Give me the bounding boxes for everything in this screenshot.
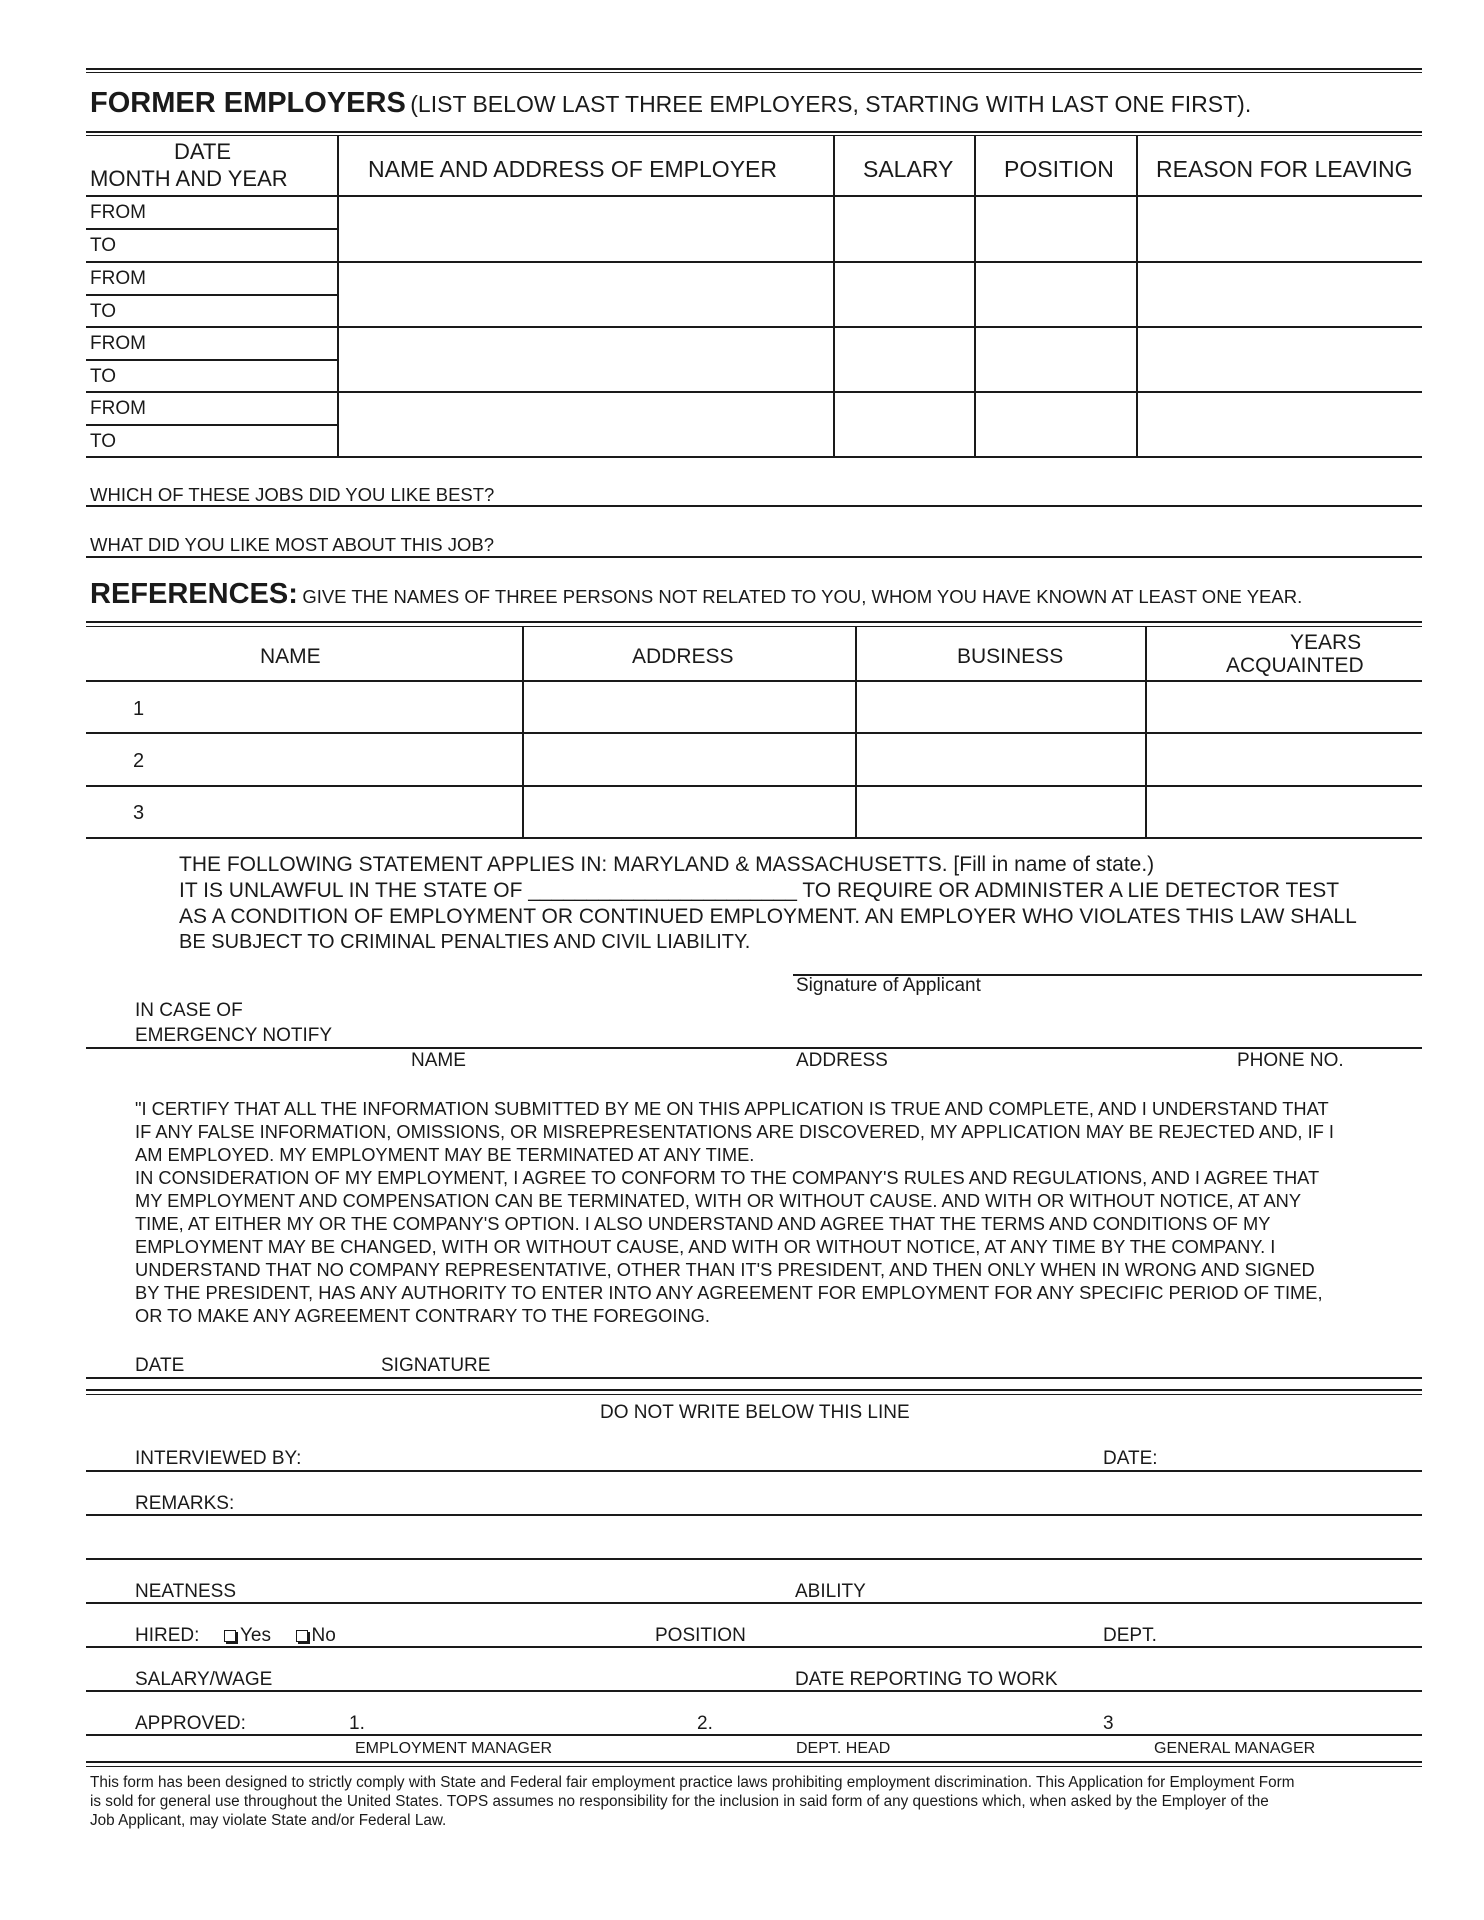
row4-reason-input[interactable] bbox=[1139, 394, 1421, 455]
ref-row-line bbox=[86, 837, 1422, 839]
date-reporting-input[interactable] bbox=[1085, 1663, 1421, 1689]
header-month-year: MONTH AND YEAR bbox=[90, 166, 288, 191]
certification-line: IF ANY FALSE INFORMATION, OMISSIONS, OR MISREPRESENTATIONS ARE DISCOVERED, MY APPLICATION MAY BE REJECTED AND, IF I bbox=[135, 1121, 1334, 1142]
approver3-number: 3 bbox=[1103, 1713, 1114, 1734]
liked-most-label: WHAT DID YOU LIKE MOST ABOUT THIS JOB? bbox=[90, 534, 495, 555]
liked-most-line bbox=[86, 556, 1422, 558]
footer-top-rule-thin bbox=[86, 1766, 1422, 1767]
approver2-number: 2. bbox=[697, 1713, 713, 1734]
col-divider bbox=[337, 135, 339, 458]
ref-header-name: NAME bbox=[260, 645, 321, 668]
ref2-address-input[interactable] bbox=[525, 735, 854, 784]
emergency-phone-label: PHONE NO. bbox=[1237, 1050, 1344, 1071]
remarks-input-line2[interactable] bbox=[86, 1530, 1421, 1558]
ref-row-line bbox=[86, 732, 1422, 734]
row3-salary-input[interactable] bbox=[836, 329, 973, 390]
hired-line bbox=[86, 1646, 1422, 1648]
cert-signature-input[interactable] bbox=[505, 1350, 1421, 1376]
liked-most-input[interactable] bbox=[545, 528, 1421, 554]
lie-detector-line2: IT IS UNLAWFUL IN THE STATE OF _______________________ TO REQUIRE OR ADMINISTER A LIE DETECTOR TEST bbox=[179, 879, 1340, 902]
applicant-signature-input[interactable] bbox=[793, 948, 1421, 974]
approved-line bbox=[86, 1734, 1422, 1736]
row-line bbox=[86, 326, 1422, 328]
row1-to-label: TO bbox=[90, 235, 117, 256]
lie-detector-line4: BE SUBJECT TO CRIMINAL PENALTIES AND CIVIL LIABILITY. bbox=[179, 931, 751, 953]
row3-from-label: FROM bbox=[90, 333, 146, 354]
ref1-address-input[interactable] bbox=[525, 683, 854, 731]
state-name-input[interactable] bbox=[545, 878, 841, 902]
header-name-address: NAME AND ADDRESS OF EMPLOYER bbox=[368, 156, 777, 182]
row2-salary-input[interactable] bbox=[836, 264, 973, 325]
do-not-write-label: DO NOT WRITE BELOW THIS LINE bbox=[600, 1402, 910, 1423]
emergency-address-label: ADDRESS bbox=[796, 1050, 888, 1071]
cert-date-label: DATE bbox=[135, 1355, 185, 1376]
row4-from-label: FROM bbox=[90, 398, 146, 419]
row-line bbox=[86, 195, 1422, 197]
table-top-rule bbox=[86, 131, 1422, 133]
former-employers-title: FORMER EMPLOYERS bbox=[90, 87, 406, 119]
ability-label: ABILITY bbox=[795, 1581, 866, 1602]
hired-position-input[interactable] bbox=[760, 1619, 1095, 1645]
hired-position-label: POSITION bbox=[655, 1625, 746, 1646]
liked-best-label: WHICH OF THESE JOBS DID YOU LIKE BEST? bbox=[90, 484, 495, 505]
top-rule-thin bbox=[86, 72, 1422, 73]
certification-line: AM EMPLOYED. MY EMPLOYMENT MAY BE TERMINATED AT ANY TIME. bbox=[135, 1144, 755, 1165]
col-divider bbox=[833, 135, 835, 458]
row2-to-label: TO bbox=[90, 301, 117, 322]
footer-top-rule bbox=[86, 1761, 1422, 1763]
former-employers-heading bbox=[90, 89, 1251, 118]
row1-position-input[interactable] bbox=[977, 198, 1135, 260]
certification-line: BY THE PRESIDENT, HAS ANY AUTHORITY TO ENTER INTO ANY AGREEMENT FOR EMPLOYMENT FOR ANY SPECIFIC PERIOD OF TIME, bbox=[135, 1282, 1323, 1303]
references-title: REFERENCES: bbox=[90, 578, 298, 610]
table-top-rule-thin bbox=[86, 135, 1422, 136]
row3-to-input[interactable] bbox=[130, 362, 335, 390]
approver3-input[interactable] bbox=[1120, 1707, 1421, 1733]
remarks-line bbox=[86, 1514, 1422, 1516]
salary-line bbox=[86, 1690, 1422, 1692]
header-position: POSITION bbox=[1004, 156, 1114, 182]
hired-yes-checkbox[interactable] bbox=[224, 1630, 236, 1642]
ref-header-business: BUSINESS bbox=[957, 645, 1064, 668]
emergency-label-line2: EMERGENCY NOTIFY bbox=[135, 1025, 333, 1046]
lie-detector-line1: THE FOLLOWING STATEMENT APPLIES IN: MARYLAND & MASSACHUSETTS. [Fill in name of state.) bbox=[179, 853, 1155, 876]
col-divider bbox=[1136, 135, 1138, 458]
remarks-input[interactable] bbox=[250, 1487, 1421, 1513]
row4-from-input[interactable] bbox=[150, 394, 335, 422]
ref-header-years: YEARS bbox=[1290, 631, 1362, 654]
emergency-label-line1: IN CASE OF bbox=[135, 1000, 243, 1021]
row-line bbox=[86, 228, 338, 230]
interviewed-by-label: INTERVIEWED BY: bbox=[135, 1448, 302, 1469]
row1-from-label: FROM bbox=[90, 202, 146, 223]
footer-line: is sold for general use throughout the United States. TOPS assumes no responsibility for the inclusion in said form of any questions which, when asked by the Employer of the bbox=[90, 1793, 1269, 1810]
certification-line: OR TO MAKE ANY AGREEMENT CONTRARY TO THE FOREGOING. bbox=[135, 1305, 710, 1326]
row4-to-input[interactable] bbox=[130, 427, 335, 455]
references-top-rule bbox=[86, 621, 1422, 623]
row-line bbox=[86, 294, 338, 296]
certification-line: MY EMPLOYMENT AND COMPENSATION CAN BE TERMINATED, WITH OR WITHOUT CAUSE. AND WITH OR WITHOUT NOTICE, AT ANY bbox=[135, 1190, 1302, 1211]
hired-no-checkbox[interactable] bbox=[296, 1630, 308, 1642]
row1-name-address-input[interactable] bbox=[340, 198, 832, 260]
header-salary: SALARY bbox=[863, 156, 954, 182]
row-line bbox=[86, 359, 338, 361]
row4-to-label: TO bbox=[90, 431, 117, 452]
emergency-name-label: NAME bbox=[411, 1050, 466, 1071]
ability-input[interactable] bbox=[880, 1575, 1421, 1601]
row1-to-input[interactable] bbox=[130, 231, 335, 259]
certification-line: UNDERSTAND THAT NO COMPANY REPRESENTATIVE, OTHER THAN IT'S PRESIDENT, AND THEN ONLY WHEN IN WRONG AND SIGNED bbox=[135, 1259, 1315, 1280]
hired-label: HIRED: bbox=[135, 1625, 200, 1646]
ref-row-number: 3 bbox=[133, 802, 145, 824]
interviewed-by-input[interactable] bbox=[325, 1443, 1095, 1469]
emergency-address-input[interactable] bbox=[795, 1020, 1195, 1046]
row4-position-input[interactable] bbox=[977, 394, 1135, 455]
row2-to-input[interactable] bbox=[130, 297, 335, 325]
row4-salary-input[interactable] bbox=[836, 394, 973, 455]
col-divider bbox=[974, 135, 976, 458]
row-line bbox=[86, 456, 1422, 458]
row2-name-address-input[interactable] bbox=[340, 264, 832, 325]
dept-label: DEPT. bbox=[1103, 1625, 1157, 1646]
row4-name-address-input[interactable] bbox=[340, 394, 832, 455]
ref1-name-input[interactable] bbox=[160, 683, 520, 731]
ref1-years-input[interactable] bbox=[1148, 683, 1421, 731]
row-line bbox=[86, 424, 338, 426]
approver2-input[interactable] bbox=[715, 1707, 1090, 1733]
ref2-name-input[interactable] bbox=[160, 735, 520, 784]
ref3-address-input[interactable] bbox=[525, 788, 854, 836]
date-reporting-label: DATE REPORTING TO WORK bbox=[795, 1669, 1058, 1690]
approver1-title: EMPLOYMENT MANAGER bbox=[355, 1740, 553, 1757]
salary-wage-label: SALARY/WAGE bbox=[135, 1669, 273, 1690]
cert-date-input[interactable] bbox=[195, 1350, 375, 1376]
row3-from-input[interactable] bbox=[150, 329, 335, 357]
salary-wage-input[interactable] bbox=[290, 1663, 790, 1689]
certification-line: TIME, AT EITHER MY OR THE COMPANY'S OPTION. I ALSO UNDERSTAND AND AGREE THAT THE TERMS AND CONDITIONS OF MY bbox=[135, 1213, 1271, 1234]
remarks-line-2 bbox=[86, 1558, 1422, 1560]
row3-name-address-input[interactable] bbox=[340, 329, 832, 390]
emergency-line bbox=[86, 1047, 1422, 1049]
ref-row-number: 1 bbox=[133, 698, 145, 720]
certification-line: "I CERTIFY THAT ALL THE INFORMATION SUBMITTED BY ME ON THIS APPLICATION IS TRUE AND COMPLETE, AND I UNDERSTAND THAT bbox=[135, 1098, 1329, 1119]
ref-row-line bbox=[86, 680, 1422, 682]
ref2-years-input[interactable] bbox=[1148, 735, 1421, 784]
ref3-business-input[interactable] bbox=[858, 788, 1144, 836]
ref-header-address: ADDRESS bbox=[632, 645, 734, 668]
ref3-years-input[interactable] bbox=[1148, 788, 1421, 836]
office-top-rule-thin bbox=[86, 1394, 1422, 1395]
hired-row bbox=[135, 1626, 336, 1645]
neatness-input[interactable] bbox=[250, 1575, 790, 1601]
interviewed-line bbox=[86, 1470, 1422, 1472]
signature-applicant-label: Signature of Applicant bbox=[796, 975, 981, 996]
header-reason: REASON FOR LEAVING bbox=[1156, 156, 1413, 182]
row3-to-label: TO bbox=[90, 366, 117, 387]
office-top-rule bbox=[86, 1389, 1422, 1391]
header-date: DATE bbox=[174, 139, 232, 164]
emergency-phone-input[interactable] bbox=[1200, 1020, 1421, 1046]
liked-best-input[interactable] bbox=[545, 478, 1421, 504]
approver1-input[interactable] bbox=[365, 1707, 690, 1733]
cert-signature-line bbox=[86, 1377, 1422, 1379]
emergency-name-input[interactable] bbox=[360, 1020, 790, 1046]
neatness-label: NEATNESS bbox=[135, 1581, 237, 1602]
row2-from-label: FROM bbox=[90, 268, 146, 289]
row-line bbox=[86, 391, 1422, 393]
references-subtitle: GIVE THE NAMES OF THREE PERSONS NOT RELATED TO YOU, WHOM YOU HAVE KNOWN AT LEAST ONE YEAR. bbox=[302, 586, 1303, 607]
top-rule bbox=[86, 68, 1422, 70]
approved-label: APPROVED: bbox=[135, 1713, 246, 1734]
row-line bbox=[86, 261, 1422, 263]
row1-reason-input[interactable] bbox=[1139, 198, 1421, 260]
approver3-title: GENERAL MANAGER bbox=[1154, 1740, 1316, 1757]
ref-row-number: 2 bbox=[133, 750, 145, 772]
cert-signature-label: SIGNATURE bbox=[381, 1355, 491, 1376]
approver2-title: DEPT. HEAD bbox=[796, 1740, 891, 1757]
approver1-number: 1. bbox=[349, 1713, 365, 1734]
references-top-rule-thin bbox=[86, 626, 1422, 627]
row2-from-input[interactable] bbox=[150, 264, 335, 292]
neatness-line bbox=[86, 1602, 1422, 1604]
ref2-business-input[interactable] bbox=[858, 735, 1144, 784]
references-heading bbox=[90, 580, 1302, 609]
remarks-label: REMARKS: bbox=[135, 1493, 235, 1514]
certification-line: EMPLOYMENT MAY BE CHANGED, WITH OR WITHOUT CAUSE, AND WITH OR WITHOUT NOTICE, AT ANY TIME BY THE COMPANY. I bbox=[135, 1236, 1276, 1257]
former-employers-subtitle: (LIST BELOW LAST THREE EMPLOYERS, STARTING WITH LAST ONE FIRST). bbox=[410, 91, 1252, 117]
footer-line: Job Applicant, may violate State and/or Federal Law. bbox=[90, 1812, 447, 1829]
certification-line: IN CONSIDERATION OF MY EMPLOYMENT, I AGREE TO CONFORM TO THE COMPANY'S RULES AND REGULATIONS, AND I AGREE THAT bbox=[135, 1167, 1320, 1188]
interview-date-input[interactable] bbox=[1165, 1443, 1421, 1469]
ref1-business-input[interactable] bbox=[858, 683, 1144, 731]
lie-detector-line3: AS A CONDITION OF EMPLOYMENT OR CONTINUED EMPLOYMENT. AN EMPLOYER WHO VIOLATES THIS LAW SHALL bbox=[179, 905, 1357, 928]
ref-header-acquainted: ACQUAINTED bbox=[1226, 654, 1364, 677]
row2-position-input[interactable] bbox=[977, 264, 1135, 325]
ref-row-line bbox=[86, 785, 1422, 787]
hired-yes-label: Yes bbox=[239, 1625, 271, 1646]
liked-best-line bbox=[86, 505, 1422, 507]
dept-input[interactable] bbox=[1165, 1619, 1421, 1645]
ref3-name-input[interactable] bbox=[160, 788, 520, 836]
row3-position-input[interactable] bbox=[977, 329, 1135, 390]
row3-reason-input[interactable] bbox=[1139, 329, 1421, 390]
footer-line: This form has been designed to strictly comply with State and Federal fair employment practice laws prohibiting employment discrimination. This Application for Employment Form bbox=[90, 1774, 1295, 1791]
row1-salary-input[interactable] bbox=[836, 198, 973, 260]
interview-date-label: DATE: bbox=[1103, 1448, 1158, 1469]
row1-from-input[interactable] bbox=[150, 198, 335, 226]
row2-reason-input[interactable] bbox=[1139, 264, 1421, 325]
hired-no-label: No bbox=[311, 1625, 336, 1646]
